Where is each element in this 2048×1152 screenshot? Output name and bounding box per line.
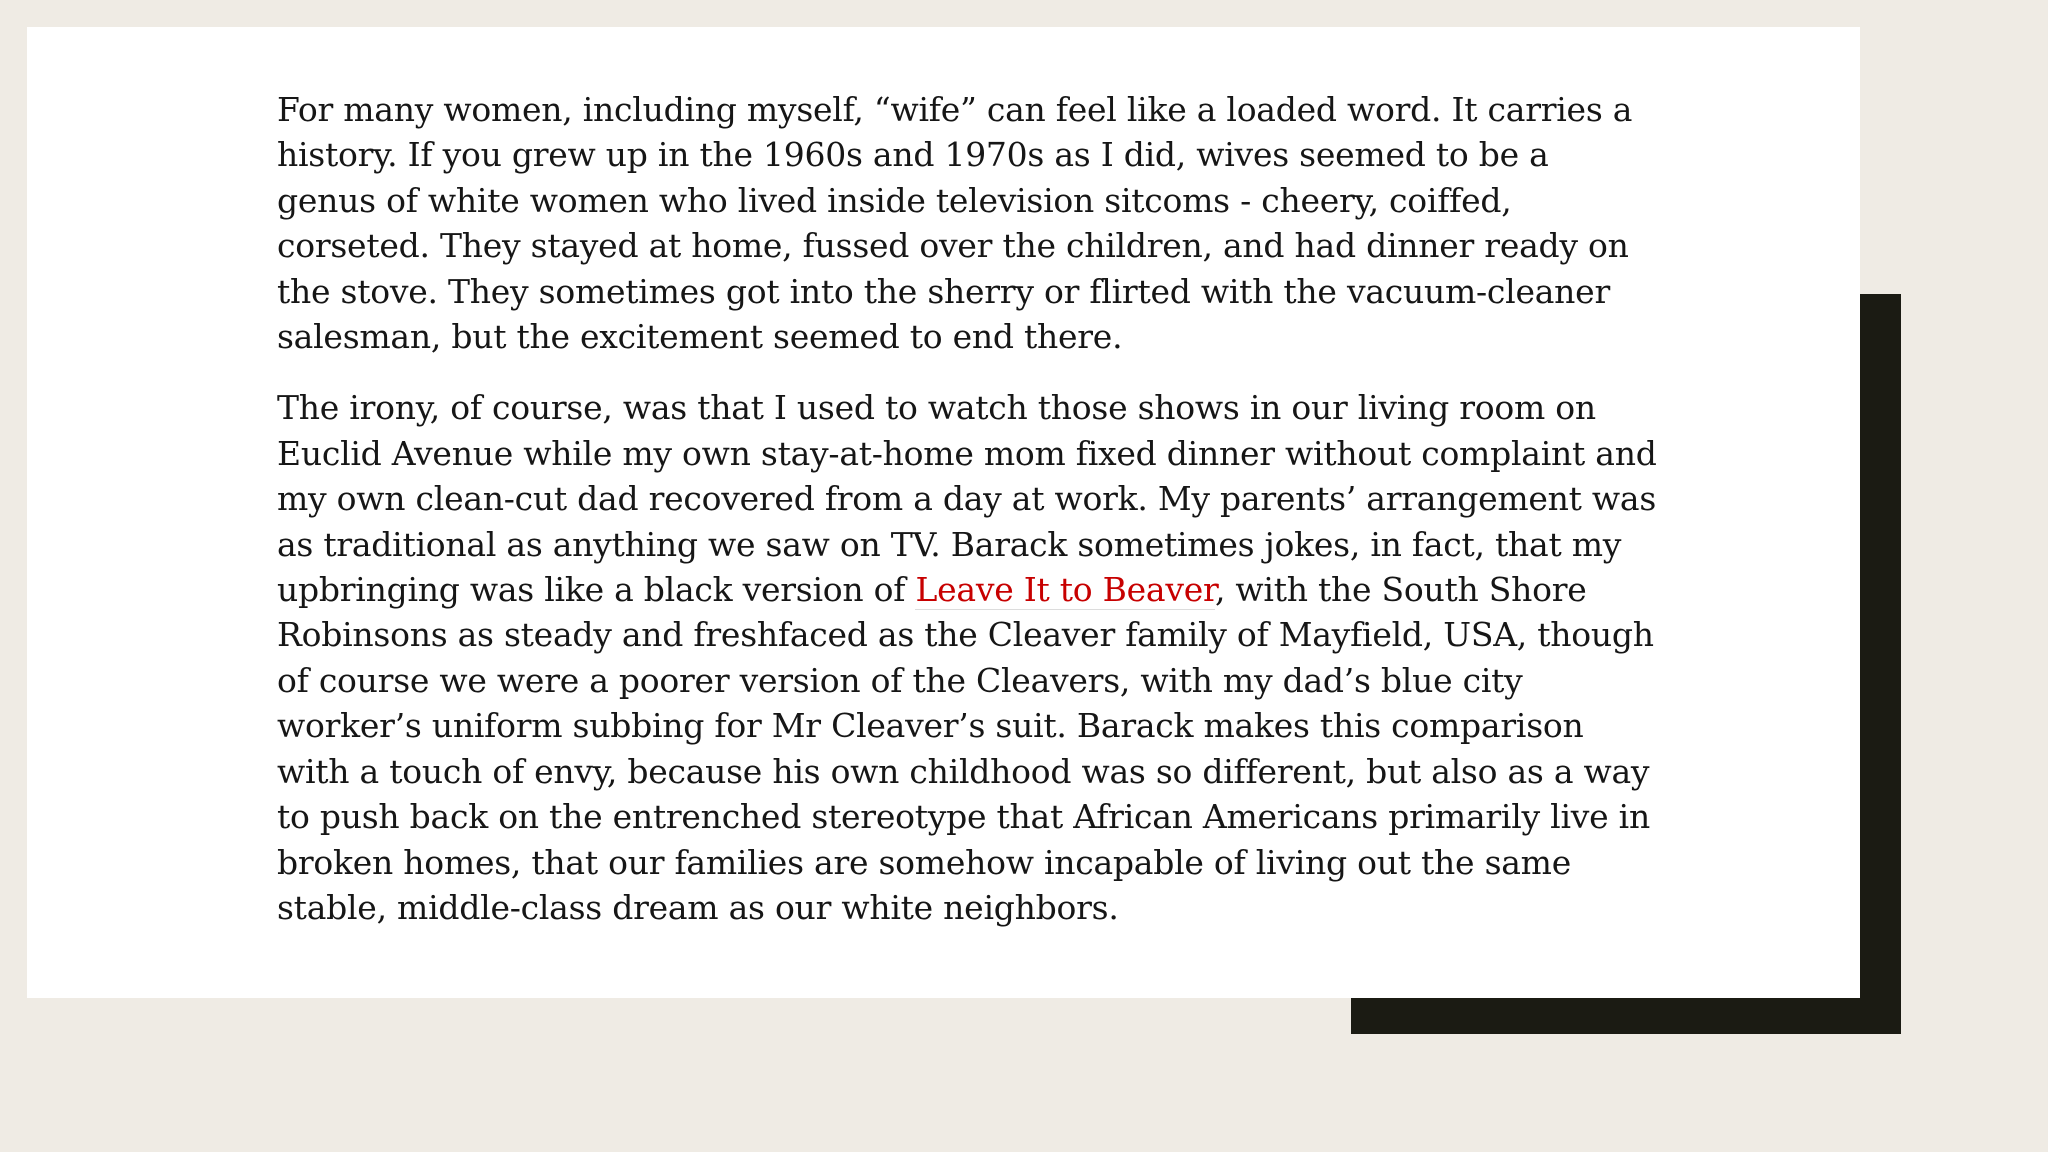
paragraph-2-text-end: , with the South Shore Robinsons as steady and freshfaced as the Cleaver family of Mayfield, USA, though of course we were a poorer version of the Cleavers, with my dad’s blue city worker’s uniform subbing for Mr Cleaver’s suit. Barack makes this comparison with a touch of envy, because his own childhood was so different, but also as a way to push back on the entrenched stereotype that African Americans primarily live in broken homes, that our families are somehow incapable of living out the same stable, middle-class dream as our white neighbors. [277,570,1654,927]
paragraph-2-text-start: The irony, of course, was that I used to watch those shows in our living room on Euclid Avenue while my own stay-at-home mom fixed dinner without complaint and my own clean-cut dad recovered from a day at work. My parents’ arrangement was as traditional as anything we saw on TV. Barack sometimes jokes, in fact, that my upbringing was like a black version of [277,388,1657,610]
paragraph-1: For many women, including myself, “wife” can feel like a loaded word. It carries a history. If you grew up in the 1960s and 1970s as I did, wives seemed to be a genus of white women who lived inside television sitcoms - cheery, coiffed, corseted. They stayed at home, fussed over the children, and had dinner ready on the stove. They sometimes got into the sherry or flirted with the vacuum-cleaner salesman, but the excitement seemed to end there. [277,90,1633,357]
leave-it-to-beaver-link[interactable]: Leave It to Beaver [915,570,1215,610]
article-card [27,27,1860,998]
article-body [277,87,1657,956]
paragraph-2 [277,385,1657,930]
